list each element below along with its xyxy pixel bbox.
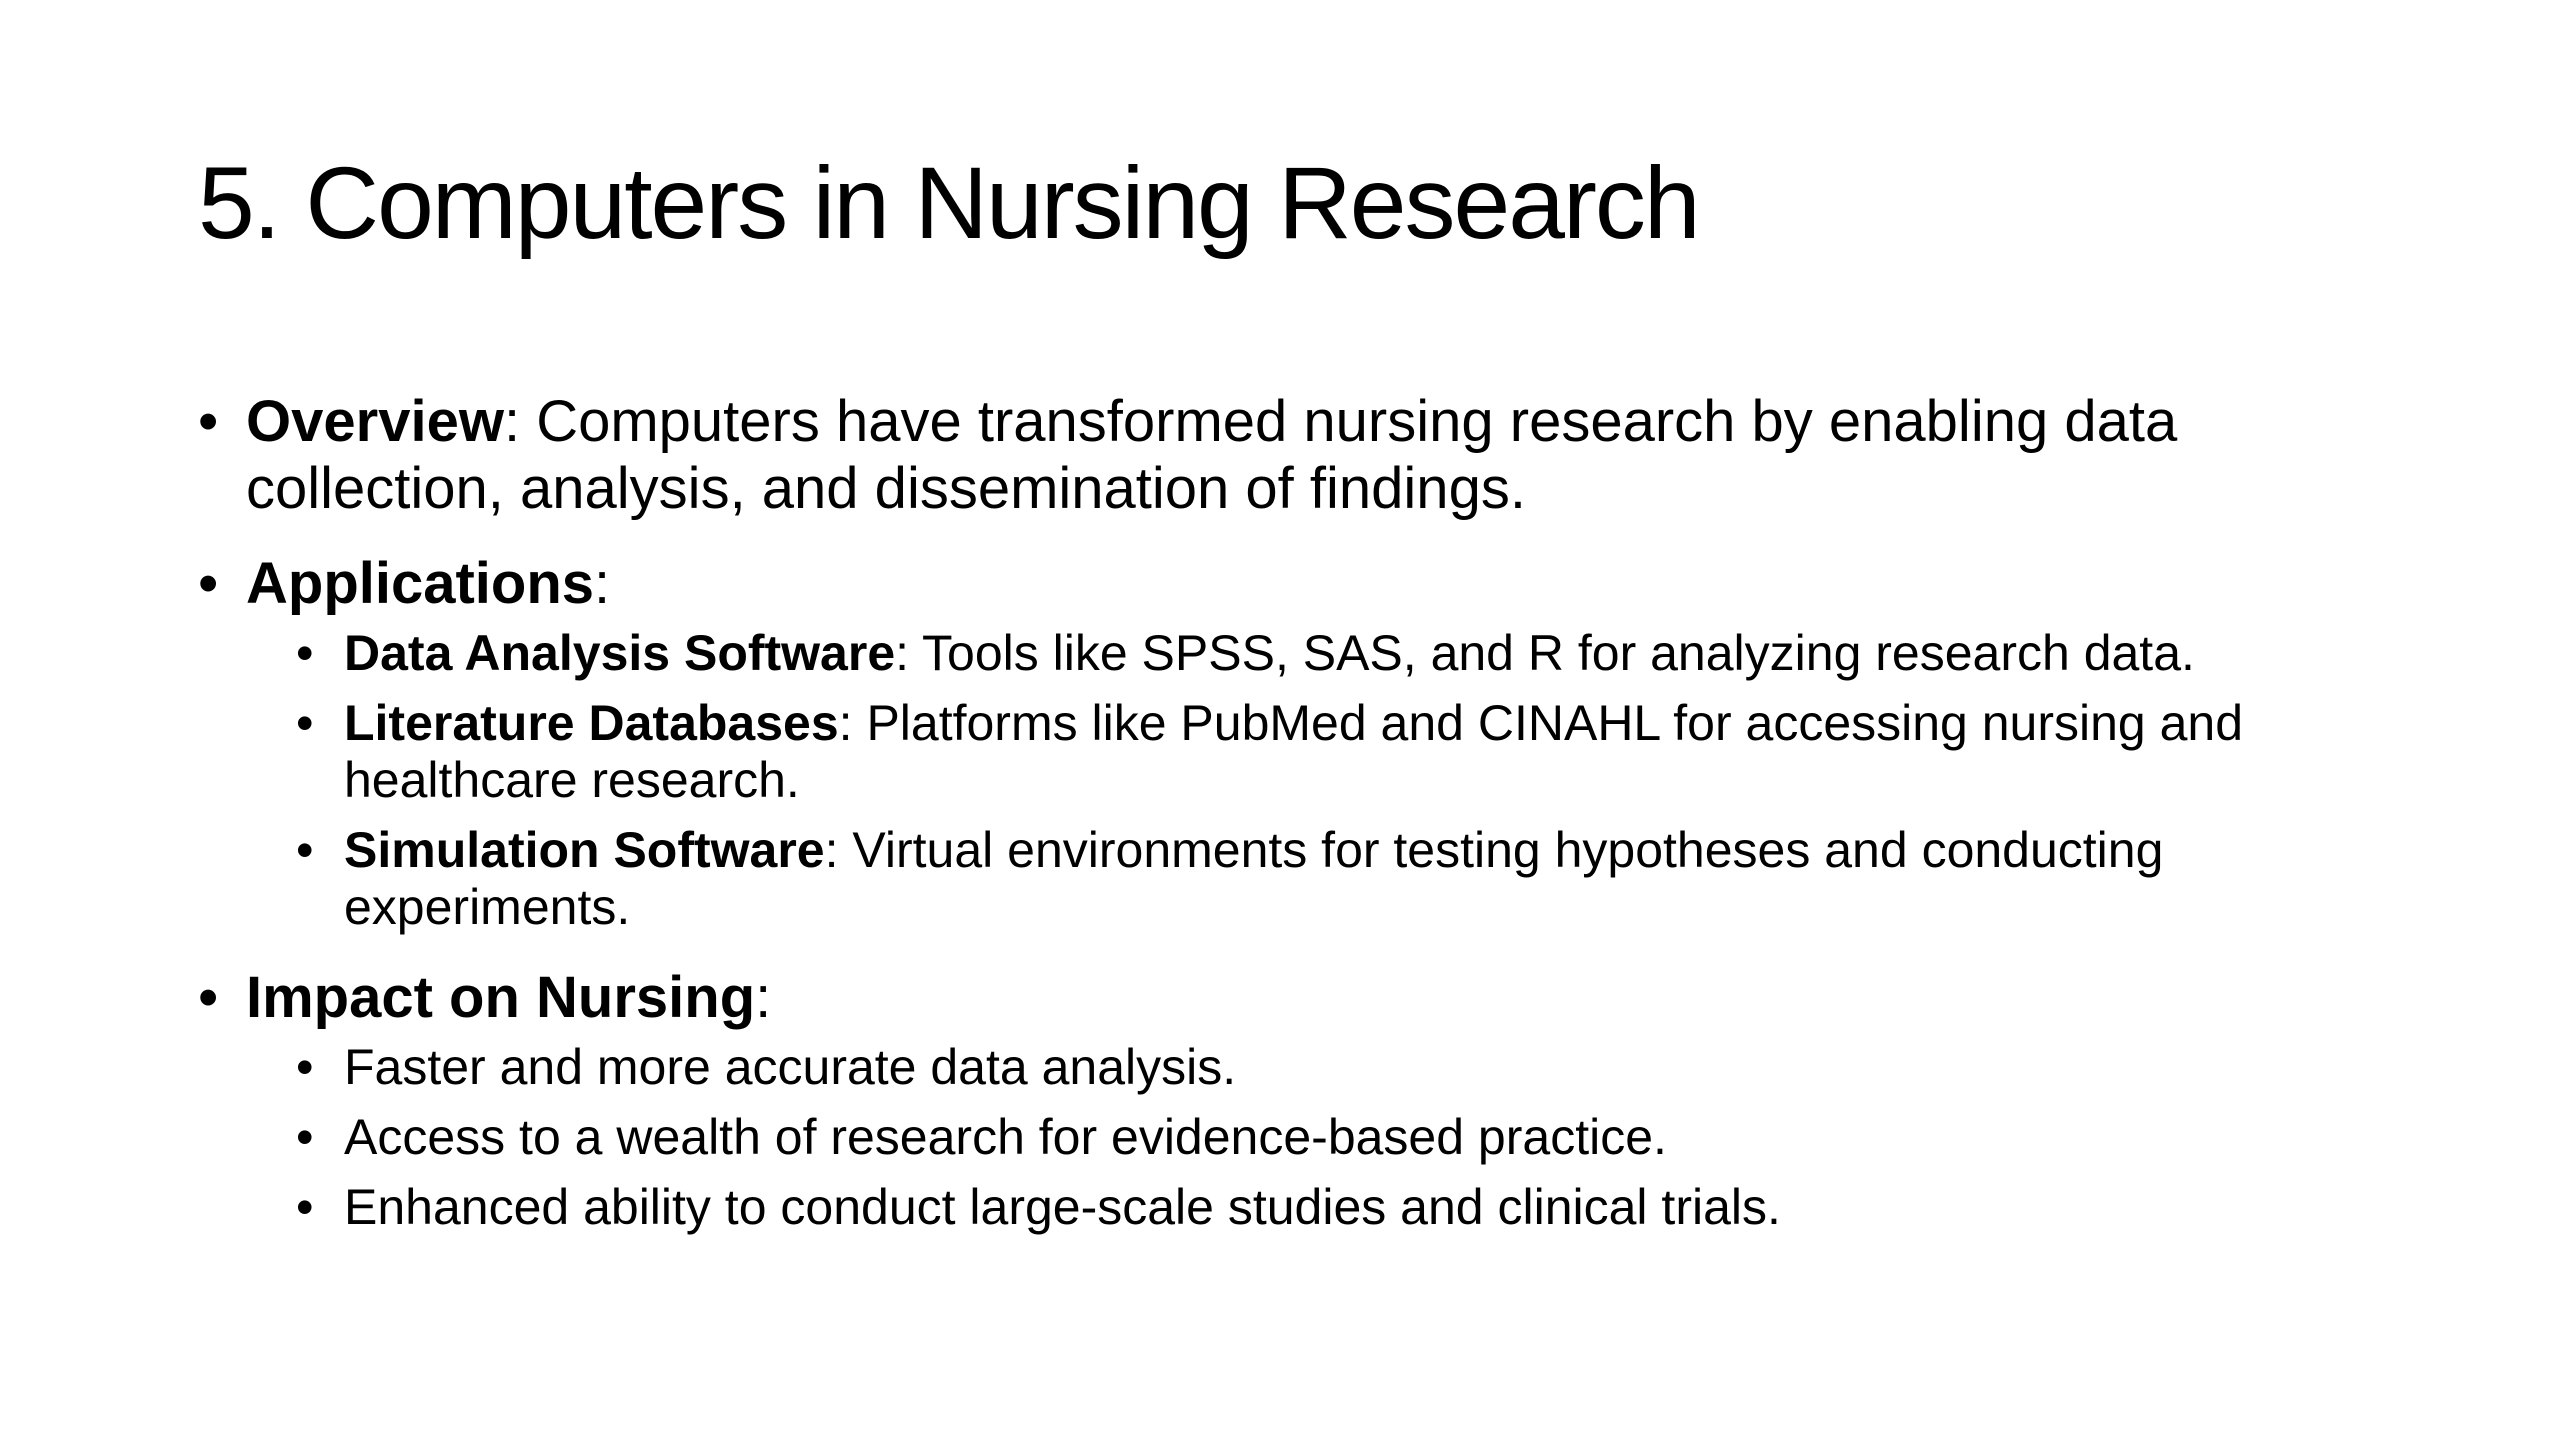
list-item (198, 695, 2398, 809)
bullet-icon: • (198, 389, 219, 454)
list-item (198, 1039, 2398, 1096)
bullet-overview (198, 388, 2398, 522)
impact-sublist (246, 1039, 2398, 1236)
bullet-icon: • (296, 1039, 314, 1095)
bullet-icon: • (296, 625, 314, 681)
list-item (198, 822, 2398, 936)
list-item (198, 1109, 2398, 1166)
bullet-icon: • (296, 822, 314, 878)
overview-separator: : (503, 389, 521, 454)
bullet-icon: • (296, 1179, 314, 1235)
item-label: Data Analysis Software (344, 625, 896, 681)
impact-label: Impact on Nursing (246, 965, 756, 1030)
bullet-icon: • (296, 1109, 314, 1165)
bullet-icon: • (198, 551, 219, 616)
slide-body (198, 388, 2398, 1264)
bullet-list (198, 388, 2398, 1236)
item-text: Virtual environments for testing hypotheses and conducting experiments. (344, 822, 2164, 935)
bullet-icon: • (296, 695, 314, 751)
bullet-icon: • (198, 965, 219, 1030)
item-separator: : (824, 822, 839, 878)
item-text: Tools like SPSS, SAS, and R for analyzing research data. (909, 625, 2195, 681)
overview-text: Computers have transformed nursing research by enabling data collection, analysis, and dissemination of findings. (246, 389, 2178, 521)
overview-label: Overview (246, 389, 504, 454)
item-label: Simulation Software (344, 822, 825, 878)
slide-title: 5. Computers in Nursing Research (198, 146, 1699, 260)
list-item (198, 625, 2398, 682)
item-text: Access to a wealth of research for evidence-based practice. (344, 1109, 1667, 1165)
impact-separator: : (755, 965, 772, 1030)
item-separator: : (838, 695, 853, 751)
item-text: Faster and more accurate data analysis. (344, 1039, 1237, 1095)
applications-label: Applications (246, 551, 595, 616)
list-item (198, 1179, 2398, 1236)
applications-separator: : (594, 551, 611, 616)
item-separator: : (895, 625, 910, 681)
applications-sublist (246, 625, 2398, 936)
item-text: Enhanced ability to conduct large-scale studies and clinical trials. (344, 1179, 1781, 1235)
bullet-applications (198, 550, 2398, 936)
item-text: Platforms like PubMed and CINAHL for accessing nursing and healthcare research. (344, 695, 2244, 808)
bullet-impact (198, 964, 2398, 1236)
item-label: Literature Databases (344, 695, 839, 751)
